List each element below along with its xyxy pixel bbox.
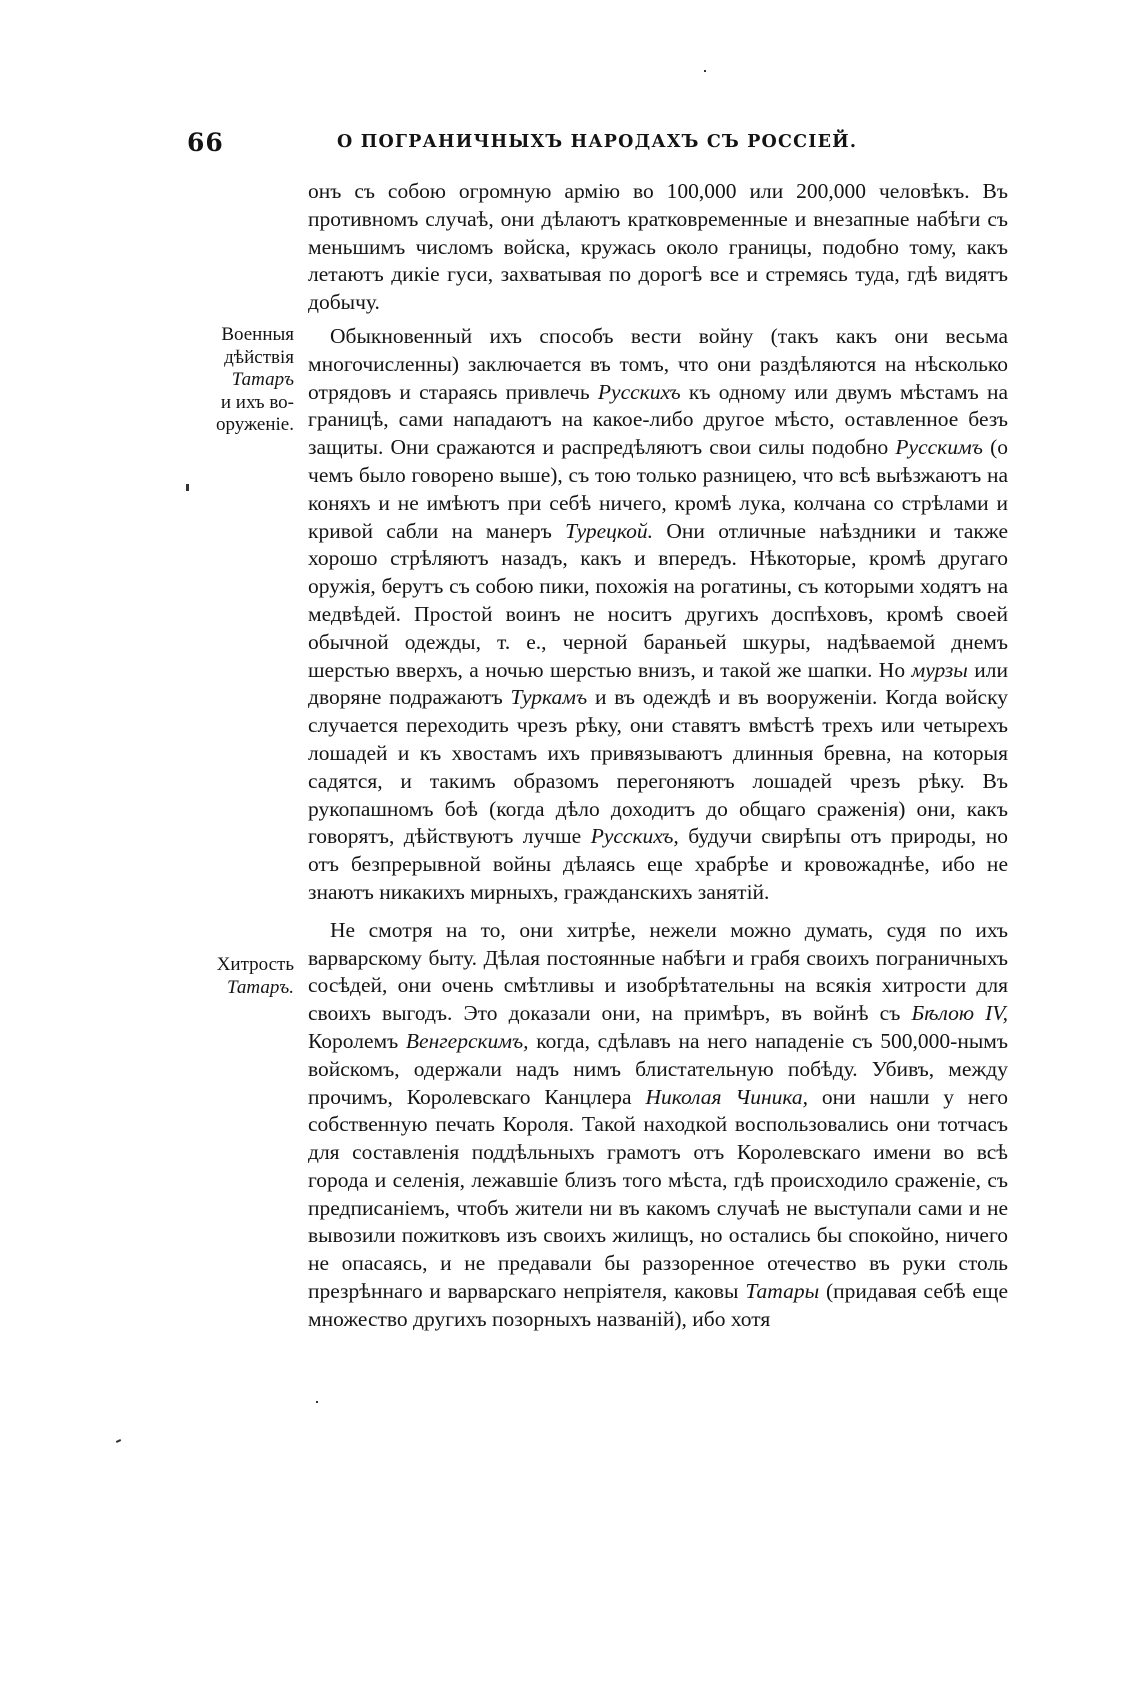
margin-note-cunning <box>186 954 294 999</box>
margin-note-line: дѣйствія <box>224 346 294 368</box>
running-title: О ПОГРАНИЧНЫХЪ НАРОДАХЪ СЪ РОССІЕЙ. <box>337 132 858 152</box>
margin-note-line: Хитрость <box>216 954 294 975</box>
margin-note-line: и ихъ во- <box>220 391 294 413</box>
scan-speck <box>116 1439 121 1443</box>
scan-speck <box>704 70 706 72</box>
page-header <box>187 128 1007 164</box>
scan-speck <box>316 1401 318 1403</box>
margin-note-line: оруженіе. <box>216 414 294 435</box>
paragraph-2: Обыкновенный ихъ способъ вести войну (такъ какъ они весьма многочисленны) заключается въ томъ, что они раздѣляются на нѣсколько отрядовъ и стараясь привлечь Русскихъ къ одному или двумъ мѣстамъ на границѣ, сами нападаютъ на какое-либо другое мѣсто, оставленное безъ защиты. Они сражаются и распредѣляютъ свои силы подобно Русскимъ (о чемъ было говорено выше), съ тою только разницею, что всѣ выѣзжаютъ на коняхъ и не имѣютъ при себѣ ничего, кромѣ лука, колчана со стрѣлами и кривой сабли на манеръ Турецкой. Они отличные наѣздники и также хорошо стрѣляютъ назадъ, какъ и впередъ. Нѣкоторые, кромѣ другаго оружія, берутъ съ собою пики, похожія на рогатины, съ которыми ходятъ на медвѣдей. Простой воинъ не носитъ другихъ доспѣховъ, кромѣ своей обычной одежды, т. е., черной бараньей шкуры, надѣваемой днемъ шерстью вверхъ, а ночью шерстью внизъ, и такой же шапки. Но мурзы или дворяне подражаютъ Туркамъ и въ одеждѣ и въ вооруженіи. Когда войску случается переходить чрезъ рѣку, они ставятъ вмѣстѣ трехъ или четырехъ лошадей и къ хвостамъ ихъ привязываютъ длинныя бревна, на которыя садятся, и такимъ образомъ перегоняютъ лошадей чрезъ рѣку. Въ рукопашномъ боѣ (когда дѣло доходитъ до общаго сраженія) они, какъ говорятъ, дѣйствуютъ лучше Русскихъ, будучи свирѣпы отъ природы, но отъ безпрерывной войны дѣлаясь еще храбрѣе и кровожаднѣе, ибо не знаютъ никакихъ мирныхъ, гражданскихъ занятій. <box>308 323 1008 904</box>
scan-speck <box>186 484 189 491</box>
margin-note-line: Татаръ <box>231 369 294 390</box>
margin-note-military <box>186 324 294 437</box>
margin-note-line: Военныя <box>221 324 294 345</box>
paragraph-1: онъ съ собою огромную армію во 100,000 или 200,000 человѣкъ. Въ противномъ случаѣ, они дѣлаютъ кратковременные и внезапные набѣги съ меньшимъ числомъ войска, кружась около границы, подобно тому, какъ летаютъ дикіе гуси, захватывая по дорогѣ все и стремясь туда, гдѣ видятъ добычу. <box>308 179 1008 315</box>
margin-note-line: Татаръ. <box>227 976 294 998</box>
page-number: 66 <box>187 128 224 157</box>
paragraph-3: Не смотря на то, они хитрѣе, нежели можно думать, судя по ихъ варварскому быту. Дѣлая постоянные набѣги и грабя своихъ пограничныхъ сосѣдей, они очень смѣтливы и изобрѣтательны на всякія хитрости для своихъ выгодъ. Это доказали они, на примѣръ, въ войнѣ съ Бѣлою IV, Королемъ Венгерскимъ, когда, сдѣлавъ на него нападеніе съ 500,000-нымъ войскомъ, одержали надъ нимъ блистательную побѣду. Убивъ, между прочимъ, Королевскаго Канцлера Николая Чиника, они нашли у него собственную печать Короля. Такой находкой воспользовались они тотчасъ для составленія поддѣльныхъ грамотъ отъ Королевскаго имени во всѣ города и селенія, лежавшіе близъ того мѣста, гдѣ происходило сраженіе, съ предписаніемъ, чтобъ жители ни въ какомъ случаѣ не выступали сами и не вывозили пожитковъ изъ своихъ жилищъ, но остались бы спокойно, ничего не опасаясь, и не предавали бы раззоренное отечество въ руки столь презрѣннаго и варварскаго непріятеля, каковы Татары (придавая себѣ еще множество другихъ позорныхъ названій), ибо хотя <box>308 917 1009 1331</box>
body-text <box>308 178 1008 1334</box>
